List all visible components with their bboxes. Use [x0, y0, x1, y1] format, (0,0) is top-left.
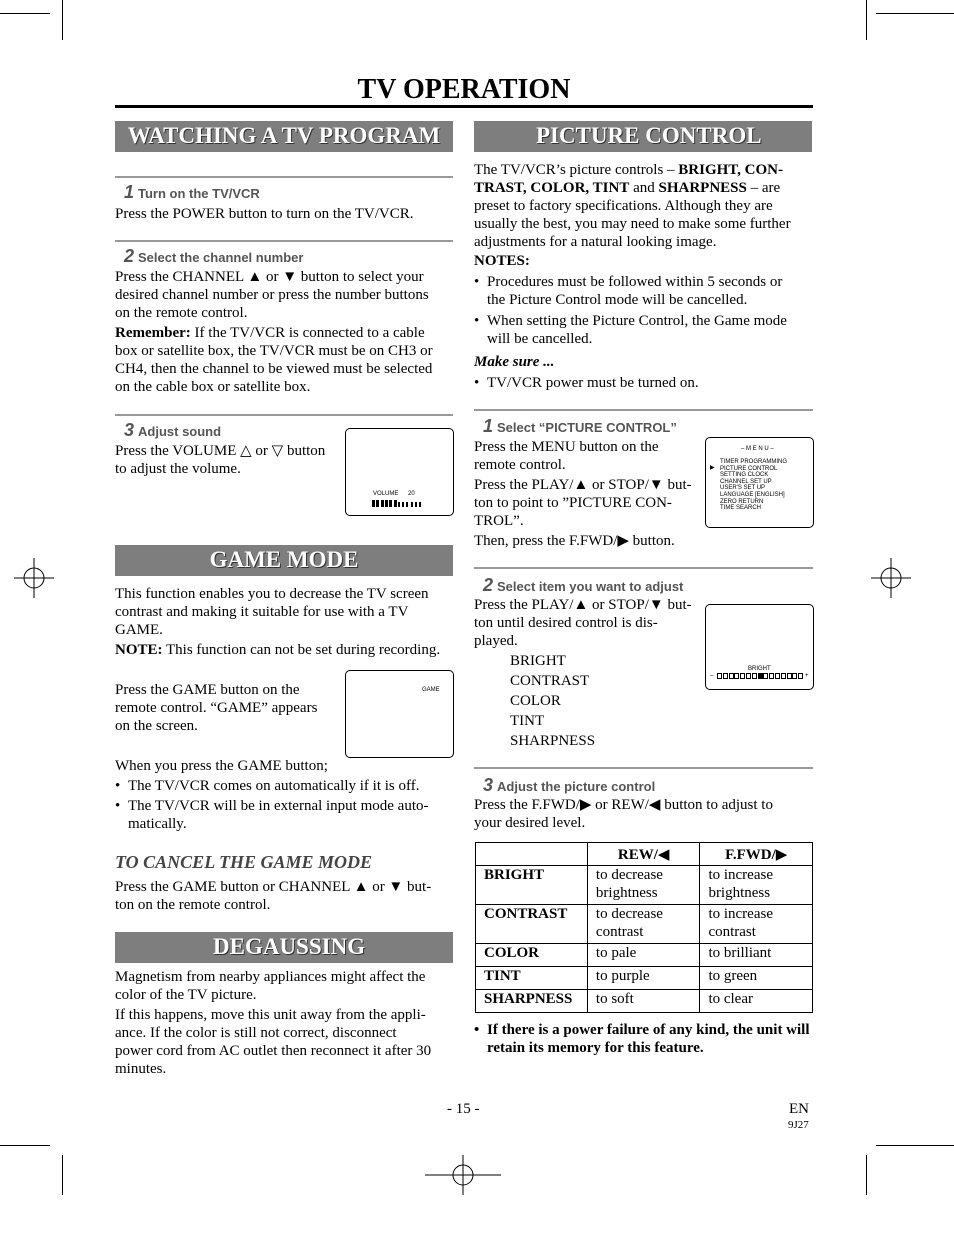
body-text: Magnetism from nearby appliances might affect the: [115, 969, 426, 985]
bright-segment: [729, 673, 734, 679]
bullet-text: the Picture Control mode will be cancelled.: [487, 292, 748, 308]
bright-screen: [705, 604, 814, 690]
body-text: preset to factory specifications. Although they are: [474, 198, 773, 214]
table-cell: BRIGHT: [476, 866, 588, 905]
title-rule: [115, 105, 813, 108]
crop-mark: [866, 1155, 867, 1195]
table-row: [476, 967, 813, 990]
bullet-mark: •: [115, 798, 121, 814]
step-title: Select item you want to adjust: [497, 579, 684, 594]
step-rule: [115, 240, 453, 242]
menu-item: TIMER PROGRAMMING: [720, 459, 787, 465]
step-title: Adjust the picture control: [497, 779, 656, 794]
bullet-text: The TV/VCR comes on automatically if it is off.: [128, 778, 420, 794]
make-sure-label: Make sure ...: [474, 354, 555, 370]
body-text: remote control. “GAME” appears: [115, 700, 318, 716]
intro-bold: TRAST, COLOR, TINT: [474, 180, 630, 196]
body-text: box or satellite box, the TV/VCR must be on CH3 or: [115, 343, 433, 359]
bullet-text: The TV/VCR will be in external input mode auto-: [128, 798, 429, 814]
volume-segment: [389, 500, 392, 507]
registration-mark-bottom: [425, 1155, 501, 1195]
body-text: played.: [474, 633, 518, 649]
menu-item: PICTURE CONTROL: [720, 465, 778, 472]
registration-mark-left: [14, 558, 54, 598]
crop-mark: [876, 1145, 954, 1146]
volume-segment: [402, 502, 404, 507]
bright-segment: [717, 673, 722, 679]
table-cell: to green: [700, 967, 813, 990]
step-title: Adjust sound: [138, 424, 222, 439]
volume-segment: [372, 500, 375, 507]
table-row: [476, 944, 813, 967]
body-text: If this happens, move this unit away from the appli-: [115, 1007, 426, 1023]
menu-item: TIME SEARCH: [720, 505, 762, 512]
bullet-text: When setting the Picture Control, the Game mode: [487, 313, 787, 329]
control-item: CONTRAST: [510, 673, 590, 689]
table-cell: to increase contrast: [700, 905, 813, 944]
step-heading: [124, 247, 303, 267]
body-text: power cord from AC outlet then reconnect it after 30: [115, 1043, 432, 1059]
remember-label: Remember:: [115, 325, 191, 341]
model-code: 9J27: [788, 1119, 809, 1131]
body-text: This function enables you to decrease the TV screen: [115, 586, 429, 602]
step-number: 3: [124, 420, 135, 440]
picture-control-table: [475, 842, 813, 1013]
crop-mark: [0, 13, 50, 14]
volume-label: VOLUME: [373, 491, 399, 497]
menu-cursor-icon: ▶: [710, 465, 715, 471]
body-text: Press the F.FWD/▶ or REW/◀ button to adjust to: [474, 797, 773, 813]
table-cell: to decrease contrast: [587, 905, 700, 944]
body-text: Press the GAME button or CHANNEL ▲ or ▼ but-: [115, 879, 432, 895]
crop-mark: [0, 1145, 50, 1146]
body-text: your desired level.: [474, 815, 586, 831]
bright-segment: [734, 673, 739, 679]
control-item: BRIGHT: [510, 653, 566, 669]
volume-segment: [385, 500, 388, 507]
step-heading: [483, 417, 677, 437]
volume-segment: [411, 502, 413, 507]
note-body: This function can not be set during recording.: [162, 642, 441, 658]
cancel-heading: TO CANCEL THE GAME MODE: [115, 852, 373, 872]
bright-segment: [781, 673, 786, 679]
body-text: Then, press the F.FWD/▶ button.: [474, 533, 675, 549]
body-text: desired channel number or press the number buttons: [115, 287, 429, 303]
step-number: 2: [124, 246, 135, 266]
bright-segment: [769, 673, 774, 679]
table-row: [476, 905, 813, 944]
menu-title: – M E N U –: [741, 446, 774, 452]
body-text: [474, 179, 780, 197]
body-text: on the cable box or satellite box.: [115, 379, 311, 395]
bullet-text: Procedures must be followed within 5 seconds or: [487, 274, 783, 290]
body-text: Press the GAME button on the: [115, 682, 300, 698]
step-rule: [115, 176, 453, 178]
body-text: contrast and making it suitable for use with a TV: [115, 604, 409, 620]
menu-item: CHANNEL SET UP: [720, 478, 772, 485]
body-text: adjustments for a natural looking image.: [474, 234, 717, 250]
body-text: on the screen.: [115, 718, 198, 734]
bright-segment: [746, 673, 751, 679]
intro-part: The TV/VCR’s picture controls –: [474, 162, 679, 178]
scale-plus: +: [805, 673, 809, 679]
bright-marker: [758, 673, 763, 679]
notes-label: NOTES:: [474, 253, 530, 269]
step-number: 3: [483, 775, 494, 795]
scale-minus: –: [710, 673, 714, 679]
body-text: remote control.: [474, 457, 566, 473]
step-number: 1: [483, 416, 494, 436]
step-title: Select the channel number: [138, 250, 304, 265]
body-text: TROL”.: [474, 513, 524, 529]
step-number: 2: [483, 575, 494, 595]
body-text: Press the PLAY/▲ or STOP/▼ but-: [474, 477, 692, 493]
step-heading: [483, 576, 683, 596]
step-rule: [115, 414, 453, 416]
step-rule: [474, 767, 813, 769]
intro-bold: BRIGHT, CON-: [678, 162, 784, 178]
note-label: NOTE:: [115, 642, 163, 658]
body-text: ton until desired control is dis-: [474, 615, 658, 631]
bright-segment: [798, 673, 803, 679]
bullet-mark: •: [115, 778, 121, 794]
step-heading: [124, 421, 221, 441]
bright-segment: [723, 673, 728, 679]
game-screen: [345, 670, 454, 758]
crop-mark: [876, 13, 954, 14]
table-cell: COLOR: [476, 944, 588, 967]
body-text: Press the VOLUME △ or ▽ button: [115, 443, 326, 459]
intro-part: and: [629, 180, 659, 196]
table-cell: to pale: [587, 944, 700, 967]
bullet-text: will be cancelled.: [487, 331, 593, 347]
table-header-row: [476, 843, 813, 866]
bright-label: BRIGHT: [748, 666, 771, 672]
crop-mark: [866, 0, 867, 40]
bright-segment: [775, 673, 780, 679]
table-cell: to increase brightness: [700, 866, 813, 905]
step-title: Select “PICTURE CONTROL”: [497, 420, 677, 435]
crop-mark: [62, 0, 63, 40]
footnote-text: retain its memory for this feature.: [487, 1040, 704, 1056]
step-heading: [124, 183, 260, 203]
table-cell: TINT: [476, 967, 588, 990]
remember-first: If the TV/VCR is connected to a cable: [190, 325, 425, 341]
step-number: 1: [124, 182, 135, 202]
table-row: [476, 990, 813, 1013]
game-osd-label: GAME: [422, 687, 440, 693]
body-text: Press the CHANNEL ▲ or ▼ button to select your: [115, 269, 424, 285]
body-text: Press the PLAY/▲ or STOP/▼ but-: [474, 597, 692, 613]
bullet-mark: •: [474, 375, 480, 391]
body-text: Press the MENU button on the: [474, 439, 659, 455]
bright-segment: [752, 673, 757, 679]
table-cell: to decrease brightness: [587, 866, 700, 905]
control-item: SHARPNESS: [510, 733, 596, 749]
volume-segment: [406, 502, 408, 507]
body-text: ance. If the color is still not correct, disconnect: [115, 1025, 397, 1041]
bright-segment: [787, 673, 792, 679]
footnote-text: If there is a power failure of any kind, the unit will: [487, 1022, 810, 1038]
table-cell: to soft: [587, 990, 700, 1013]
bullet-mark: •: [474, 1022, 480, 1038]
bright-segment: [792, 673, 797, 679]
bullet-text: matically.: [128, 816, 187, 832]
bright-segment: [740, 673, 745, 679]
body-text: minutes.: [115, 1061, 167, 1077]
menu-item: USER'S SET UP: [720, 485, 766, 492]
body-text: GAME.: [115, 622, 163, 638]
volume-segment: [415, 502, 417, 507]
volume-segment: [398, 502, 400, 507]
volume-screen: [345, 428, 454, 516]
body-text: CH4, then the channel to be viewed must be selected: [115, 361, 433, 377]
bright-segment: [763, 673, 768, 679]
body-text: ton on the remote control.: [115, 897, 271, 913]
table-header: [476, 843, 588, 866]
language-code: EN: [789, 1101, 809, 1117]
body-text: color of the TV picture.: [115, 987, 257, 1003]
table-cell: to clear: [700, 990, 813, 1013]
body-text: to adjust the volume.: [115, 461, 241, 477]
volume-segment: [376, 500, 379, 507]
table-cell: to brilliant: [700, 944, 813, 967]
intro-bold: SHARPNESS: [658, 180, 747, 196]
table-cell: CONTRAST: [476, 905, 588, 944]
bullet-mark: •: [474, 274, 480, 290]
page-title: TV OPERATION: [357, 74, 571, 105]
menu-item: LANGUAGE [ENGLISH]: [720, 492, 785, 498]
page-number: - 15 -: [447, 1101, 480, 1117]
menu-screen: [705, 437, 814, 528]
volume-value: 20: [408, 491, 415, 497]
table-cell: SHARPNESS: [476, 990, 588, 1013]
menu-item: ZERO RETURN: [720, 498, 764, 505]
intro-part: – are: [746, 180, 781, 196]
note-text: [115, 641, 440, 659]
menu-item: SETTING CLOCK: [720, 472, 769, 479]
step-rule: [474, 567, 813, 569]
control-item: COLOR: [510, 693, 561, 709]
degaussing-banner: DEGAUSSING: [115, 932, 453, 963]
table-row: [476, 866, 813, 905]
step-heading: [483, 776, 655, 796]
step-rule: [474, 409, 813, 411]
volume-segment: [419, 502, 421, 507]
watching-banner: WATCHING A TV PROGRAM: [115, 121, 453, 152]
body-text: usually the best, you may need to make some further: [474, 216, 791, 232]
bullet-text: TV/VCR power must be turned on.: [487, 375, 699, 391]
table-header: REW/◀: [587, 843, 700, 866]
remember-text: [115, 324, 425, 342]
table-cell: to purple: [587, 967, 700, 990]
picture-control-banner: PICTURE CONTROL: [474, 121, 812, 152]
body-text: Press the POWER button to turn on the TV/VCR.: [115, 206, 414, 222]
volume-segment: [381, 500, 384, 507]
game-banner: GAME MODE: [115, 545, 453, 576]
registration-mark-right: [871, 558, 911, 598]
table-header: F.FWD/▶: [700, 843, 813, 866]
bullet-mark: •: [474, 313, 480, 329]
body-text: When you press the GAME button;: [115, 758, 328, 774]
body-text: on the remote control.: [115, 305, 248, 321]
body-text: ton to point to ”PICTURE CON-: [474, 495, 672, 511]
control-item: TINT: [510, 713, 545, 729]
crop-mark: [62, 1155, 63, 1195]
step-title: Turn on the TV/VCR: [138, 186, 260, 201]
volume-segment: [394, 500, 397, 507]
body-text: [474, 161, 783, 179]
